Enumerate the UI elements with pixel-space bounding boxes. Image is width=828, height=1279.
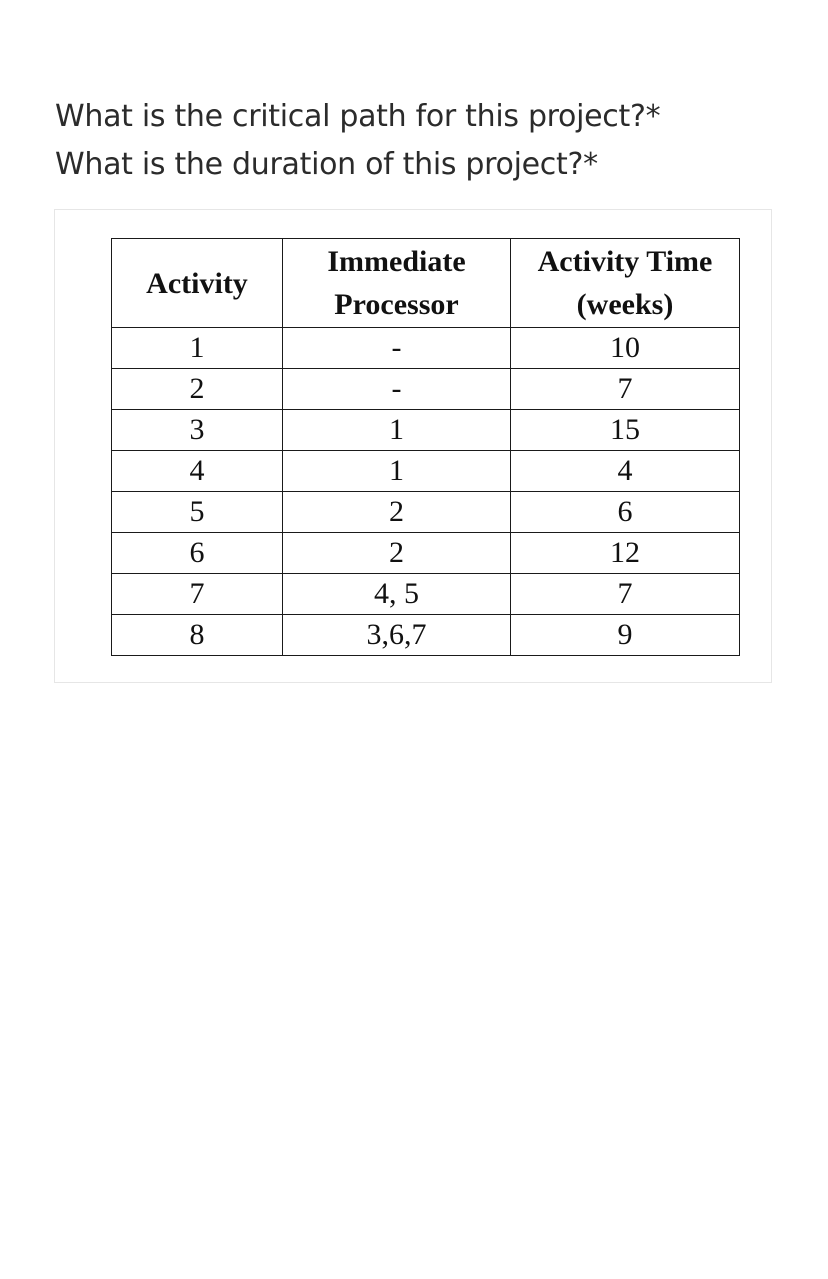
cell-activity: 4 <box>112 451 283 492</box>
cell-predecessor: - <box>283 369 511 410</box>
table-row <box>112 574 740 615</box>
table-header-row <box>112 239 740 328</box>
activity-table <box>111 238 740 656</box>
cell-activity: 5 <box>112 492 283 533</box>
table-row <box>112 369 740 410</box>
cell-time: 9 <box>511 615 740 656</box>
cell-activity: 1 <box>112 328 283 369</box>
question-duration: What is the duration of this project?* <box>55 147 598 182</box>
header-predecessor-line1: Immediate <box>327 245 466 278</box>
table-row <box>112 410 740 451</box>
cell-time: 12 <box>511 533 740 574</box>
cell-activity: 3 <box>112 410 283 451</box>
cell-predecessor: 4, 5 <box>283 574 511 615</box>
header-time-line1: Activity Time <box>537 245 713 278</box>
cell-time: 10 <box>511 328 740 369</box>
table-row <box>112 533 740 574</box>
cell-time: 7 <box>511 369 740 410</box>
cell-predecessor: 1 <box>283 451 511 492</box>
header-predecessor-line2: Processor <box>334 288 459 321</box>
cell-predecessor: - <box>283 328 511 369</box>
table-image <box>54 209 772 683</box>
cell-time: 4 <box>511 451 740 492</box>
cell-predecessor: 2 <box>283 492 511 533</box>
header-time-line2: (weeks) <box>576 288 674 321</box>
cell-time: 7 <box>511 574 740 615</box>
cell-predecessor: 2 <box>283 533 511 574</box>
header-activity-time <box>511 239 740 328</box>
table-row <box>112 615 740 656</box>
table-row <box>112 328 740 369</box>
header-activity-label: Activity <box>146 266 248 300</box>
cell-time: 6 <box>511 492 740 533</box>
cell-activity: 6 <box>112 533 283 574</box>
header-activity <box>112 239 283 328</box>
cell-predecessor: 1 <box>283 410 511 451</box>
header-predecessor <box>283 239 511 328</box>
cell-time: 15 <box>511 410 740 451</box>
question-text <box>55 93 660 189</box>
cell-activity: 7 <box>112 574 283 615</box>
cell-predecessor: 3,6,7 <box>283 615 511 656</box>
cell-activity: 8 <box>112 615 283 656</box>
table-row <box>112 492 740 533</box>
table-row <box>112 451 740 492</box>
cell-activity: 2 <box>112 369 283 410</box>
question-critical-path: What is the critical path for this project?* <box>55 99 661 134</box>
